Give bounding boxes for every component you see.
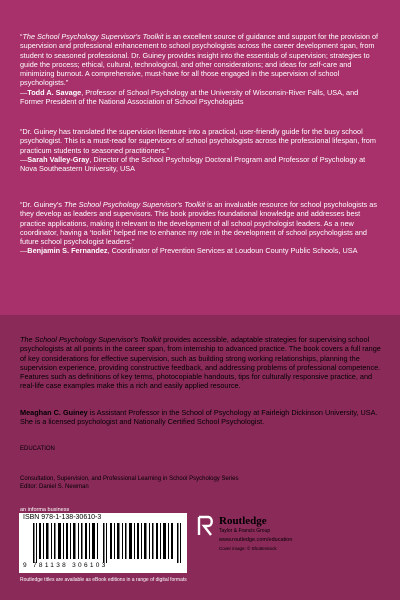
author-bio [20,408,382,427]
ebook-note: Routledge titles are available as eBook editions in a range of digital formats [20,577,187,583]
book-description [20,335,382,391]
endorser-affiliation: , Professor of School Psychology at the University of Wisconsin-River Falls, USA, and Former President of the National Association of School Psychologists [20,87,359,107]
barcode-block [19,513,187,573]
endorser-name: Sarah Valley-Gray [27,154,90,164]
publisher-website: www.routledge.com/education [219,537,293,543]
quote-open: “Dr. Guiney's [20,200,64,209]
cover-image-credit: Cover image: © Shutterstock [219,546,277,551]
informa-tagline: an informa business [20,507,70,513]
series-title: Consultation, Supervision, and Professional Learning in School Psychology Series [20,476,239,482]
description-text: provides accessible, adaptable strategies for supervising school psychologists at all points in the career span, from internship to advanced practice. The book covers a full range of key considerations for effective supervision, such as building strong working relationships, planning the supervision experience, providing constructive feedback, and addressing problems of professional competence. Features such as definitions of key terms, photocopiable handouts, tips for culturally responsive practice, and real-life case examples make this a rich and easily applied resource. [20,335,381,391]
book-title: The School Psychology Supervisor's Toolkit [63,200,206,209]
quote-text: is an invaluable resource for school psychologists as they develop as leaders and supervisors. This book provides foundational knowledge and addresses best practice applications, making it relevant to the development of all school psychologist leaders. As a new coordinator, having a ‘toolkit’ helped me to enhance my role in the development of school psychologists and future school psychologist leaders.” [20,200,378,247]
book-title: The School Psychology Supervisor's Toolkit [22,32,164,41]
routledge-logo-icon [196,515,216,537]
endorsement-valley-gray [20,127,382,173]
publisher-name: Routledge [219,515,267,527]
quote-dash: — [20,87,28,97]
book-title: The School Psychology Supervisor's Toolkit [20,335,162,344]
quote-text: is an excellent source of guidance and support for the provision of supervision and professional enhancement to school psychologists across the career development span, from student to seasoned professional. Dr. Guiney provides insight into the essentials of supervision; strategies to guide the process; ethical, cultural, technological, and other considerations; and ideas for self-care and minimizing burnout. A comprehensive, must-have for all those engaged in the supervision of school psychologists.” [20,32,379,88]
endorser-affiliation: , Director of the School Psychology Doctoral Program and Professor of Psychology at Nova Southeastern University, USA [20,154,366,174]
endorser-name: Benjamin S. Fernandez [27,246,108,256]
isbn: ISBN 978-1-138-30610-3 [23,514,102,521]
quote-dash: — [20,246,28,256]
subject-category: EDUCATION [20,446,55,452]
quote-dash: — [20,154,28,164]
author-name: Meaghan C. Guiney [20,408,88,417]
endorsement-savage [20,32,382,106]
endorser-affiliation: , Coordinator of Prevention Services at Loudoun County Public Schools, USA [107,246,358,256]
quote-open: “ [20,32,23,41]
barcode-icon [33,523,183,563]
barcode-number: 9 781138 306103 [23,562,108,569]
quote-text: “Dr. Guiney has translated the supervision literature into a practical, user-friendly guide for the busy school psychologist. This is a must-read for supervisors of school psychologists across the professional lifespan, from practicum students to seasoned practitioners.” [20,127,376,155]
endorser-name: Todd A. Savage [27,87,82,97]
author-bio-text: is Assistant Professor in the School of Psychology at Fairleigh Dickinson University, USA. She is a licensed psychologist and Nationally Certified School Psychologist. [20,408,378,427]
publisher-group: Taylor & Francis Group [219,528,271,534]
endorsement-fernandez [20,200,382,256]
series-editor: Editor: Daniel S. Newman [20,484,89,490]
